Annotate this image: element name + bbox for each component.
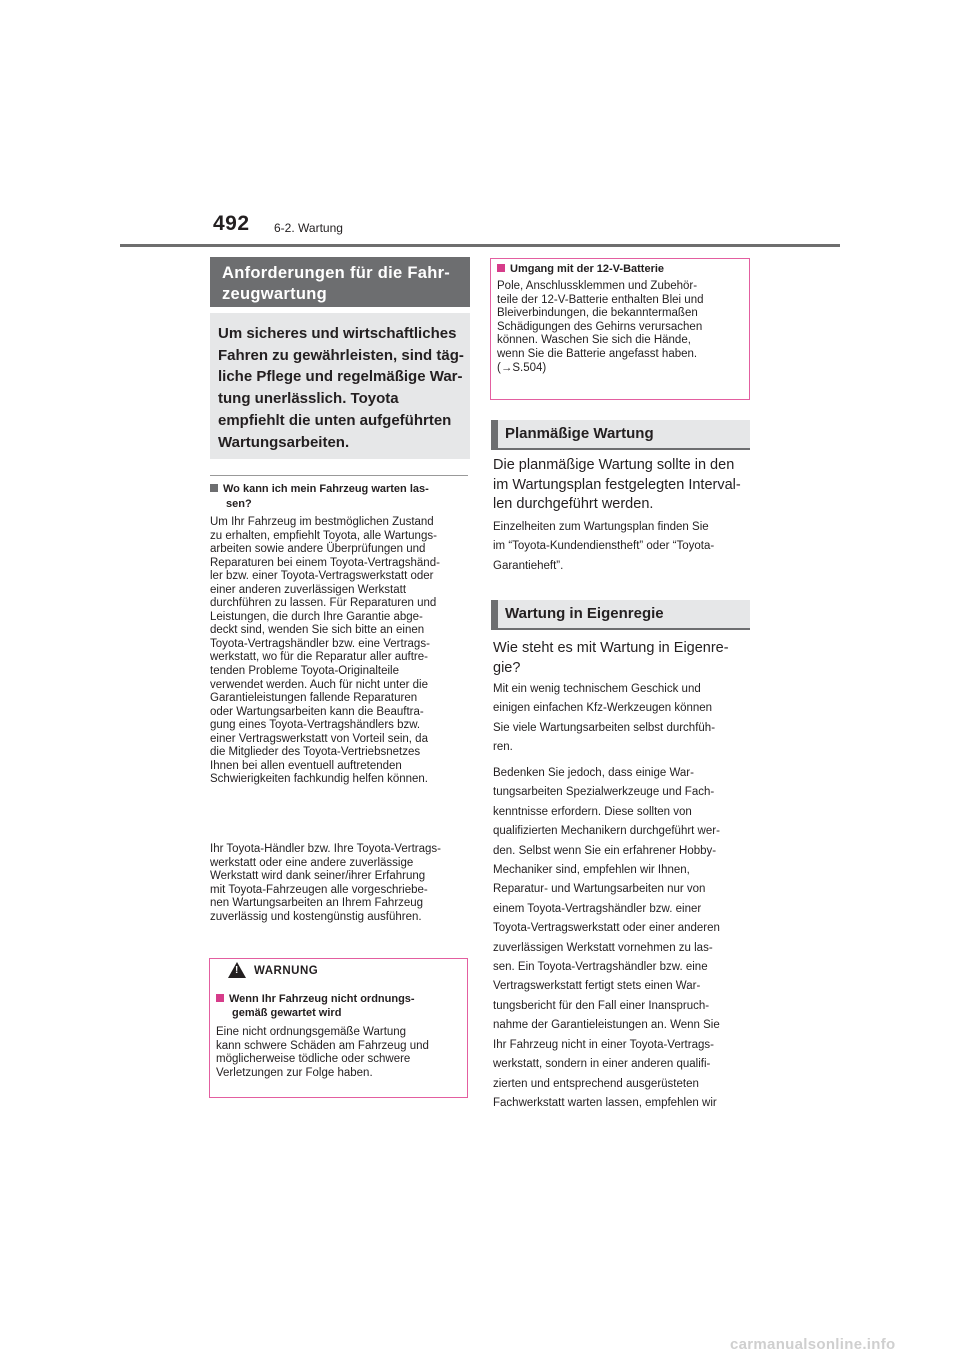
section-heading-requirements (210, 257, 470, 307)
diy-body-1: Mit ein wenig technischem Geschick und einigen einfachen Kfz-Werkzeugen können Sie viele Wartungsarbeiten selbst durchfüh- ren. (493, 683, 716, 754)
heading-bar (491, 420, 498, 448)
heading-text: Planmäßige Wartung (505, 425, 654, 442)
page-number: 492 (213, 212, 250, 235)
watermark-link[interactable]: carmanualsonline.info (730, 1336, 896, 1353)
battery-body: Pole, Anschlussklemmen und Zubehör- teile der 12-V-Batterie enthalten Blei und Bleiverbindungen, die bekanntermaßen Schädigungen des Gehirns verursachen können. Waschen Sie sich die Hände, wenn Sie die Batterie angefasst haben. (→S.504) (497, 280, 704, 374)
warning-label: WARNUNG (254, 965, 319, 977)
diy-body-2: Bedenken Sie jedoch, dass einige War- tungsarbeiten Spezialwerkzeuge und Fach- kenntnisse erfordern. Diese sollten von qualifizierten Mechanikern durchgeführt wer- den. Selbst wenn Sie ein erfahrener Hobby- Mechaniker sind, empfehlen wir Ihnen, Reparatur- und Wartungsarbeiten nur von einem Toyota-Vertragshändler bzw. einer Toyota-Vertragswerkstatt oder einer anderen zuverlässigen Werkstatt vornehmen zu las- sen. Ein Toyota-Vertragshändler bzw. eine Vertragswerkstatt fertigt stets einen War- tungsbericht für den Fall einer Inanspruch- nahme der Garantieleistungen an. Wenn Sie Ihr Fahrzeug nicht in einer Toyota-Vertrags- werkstatt, sondern in einer anderen qualifi- zierten und entsprechend ausgerüsteten Fachwerkstatt warten lassen, empfehlen wir (493, 767, 720, 1109)
heading-diy-maintenance (491, 600, 750, 630)
warning-body: Eine nicht ordnungsgemäße Wartung kann schwere Schäden am Fahrzeug und möglicherweise tödliche oder schwere Verletzungen zur Folge haben. (216, 1026, 429, 1079)
square-bullet-icon (216, 994, 224, 1002)
divider (210, 475, 468, 476)
battery-caution-box (490, 258, 750, 400)
paragraph-dealer: Ihr Toyota-Händler bzw. Ihre Toyota-Vertrags- werkstatt oder eine andere zuverlässige Werkstatt wird dank seiner/ihrer Erfahrung mit Toyota-Fahrzeugen alle vorgeschriebe- nen Wartungsarbeiten an Ihrem Fahrzeug zuverlässig und kostengünstig ausführen. (210, 843, 441, 923)
heading-scheduled-maintenance (491, 420, 750, 450)
battery-title: Umgang mit der 12-V-Batterie (497, 263, 664, 275)
heading-bar (491, 600, 498, 628)
plan-body: Einzelheiten zum Wartungsplan finden Sie im “Toyota-Kundendienstheft” oder “Toyota- Garantieheft”. (493, 521, 715, 572)
warning-box (209, 958, 468, 1098)
plan-lead: Die planmäßige Wartung sollte in den im Wartungsplan festgelegten Interval- len durchgeführt werden. (493, 457, 741, 512)
diy-lead: Wie steht es mit Wartung in Eigenre- gie? (493, 640, 729, 676)
square-bullet-icon (210, 484, 218, 492)
paragraph-where-service: Um Ihr Fahrzeug im bestmöglichen Zustand zu erhalten, empfiehlt Toyota, alle Wartungs- arbeiten sowie andere Überprüfungen und Reparaturen bei einem Toyota-Vertragshänd- ler bzw. einer Toyota-Vertragswerkstatt oder einer anderen zuverlässigen Werkstatt durchführen zu lassen. Für Reparaturen und Leistungen, die durch Ihre Garantie abge- deckt sind, wenden Sie sich bitte an einen Toyota-Vertragshändler bzw. eine Vertrags- werkstatt, wo für die Reparatur aller auftre- tenden Probleme Toyota-Originalteile verwendet werden. Auch für nicht unter die Garantieleistungen fallende Reparaturen oder Wartungsarbeiten kann die Beauftra- gung eines Toyota-Vertragshändlers bzw. einer Vertragswerkstatt von Vorteil sein, da die Mitglieder des Toyota-Vertriebsnetzes Ihnen bei allen eventuell auftretenden Schwierigkeiten fachkundig helfen können. (210, 516, 440, 786)
warning-triangle-icon (228, 962, 246, 978)
square-bullet-icon (497, 264, 505, 272)
heading-text: Anforderungen für die Fahr- zeugwartung (222, 264, 451, 303)
intro-box (210, 313, 470, 459)
warning-subtitle: Wenn Ihr Fahrzeug nicht ordnungs- gemäß gewartet wird (216, 992, 461, 1020)
warning-header (210, 959, 467, 986)
heading-text: Wartung in Eigenregie (505, 605, 664, 622)
header-divider (120, 244, 840, 247)
section-title: 6-2. Wartung (274, 221, 343, 235)
intro-text: Um sicheres und wirtschaftliches Fahren zu gewährleisten, sind täg- liche Pflege und regelmäßige War- tung unerlässlich. Toyota empfiehlt die unten aufgeführten Wartungsarbeiten. (218, 325, 464, 451)
faq-title: Wo kann ich mein Fahrzeug warten las- sen? (210, 482, 470, 511)
